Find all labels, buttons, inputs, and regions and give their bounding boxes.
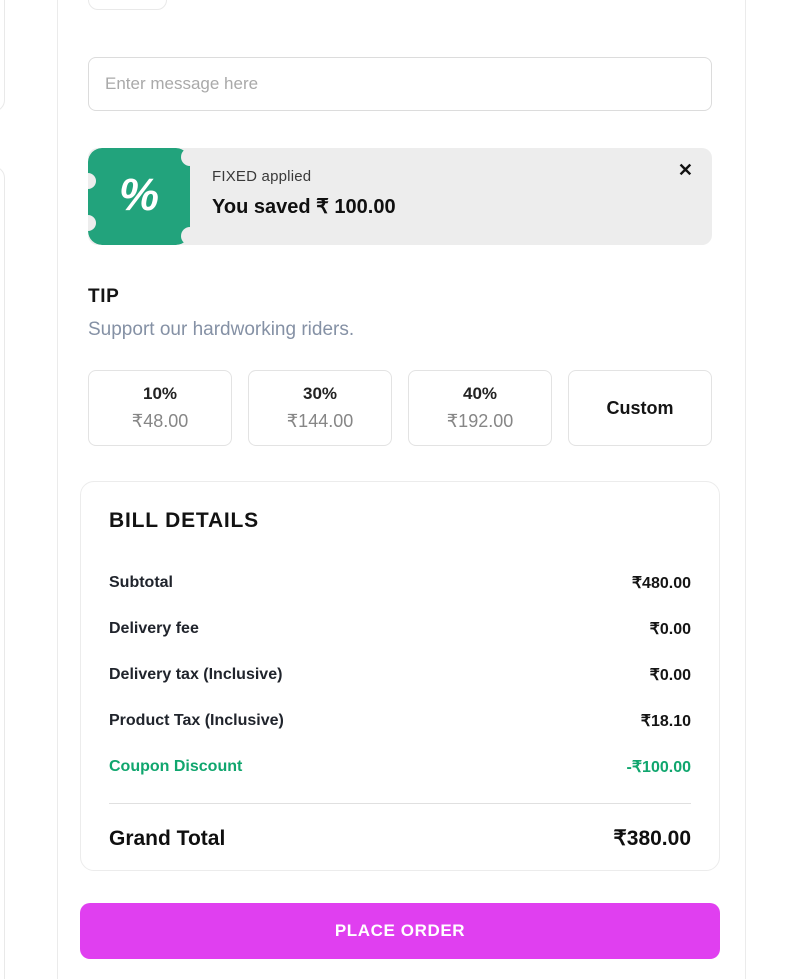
bill-rows [109,573,691,777]
bill-row-value: -₹100.00 [626,759,691,776]
coupon-ticket-icon [88,148,190,245]
bill-details-heading: BILL DETAILS [109,509,259,532]
bill-details-card [80,481,720,871]
background-card-edge [0,0,5,112]
bill-row-value: ₹18.10 [640,713,691,730]
background-card-edge [0,166,5,979]
coupon-savings-text: You saved ₹ 100.00 [212,196,396,218]
grand-total-label: Grand Total [109,826,226,850]
bill-row-subtotal [109,573,691,593]
coupon-title: FIXED applied [212,168,312,185]
bill-row-value: ₹480.00 [631,575,691,592]
coupon-text [212,168,396,219]
bill-row-label: Coupon Discount [109,758,243,775]
bill-divider [109,803,691,804]
tip-option-30[interactable] [248,370,392,446]
grand-total-value: ₹380.00 [613,827,691,850]
tip-percent: 40% [462,384,498,403]
bill-row-value: ₹0.00 [649,667,691,684]
bill-row-coupon-discount [109,757,691,777]
tip-option-custom[interactable] [568,370,712,446]
bill-row-value: ₹0.00 [649,621,691,638]
bill-row-product-tax [109,711,691,731]
cutoff-chip-button[interactable] [88,0,167,10]
tip-amount: ₹192.00 [446,411,514,431]
cart-content [80,0,720,979]
percent-icon: % [118,168,159,220]
grand-total-row [109,826,691,851]
close-icon[interactable]: ✕ [677,160,693,180]
tip-percent: 10% [142,384,178,403]
bill-row-label: Delivery fee [109,620,199,637]
place-order-button[interactable]: PLACE ORDER [80,903,720,959]
tip-percent: 30% [302,384,338,403]
bill-row-delivery-fee [109,619,691,639]
order-message-input[interactable] [88,57,712,111]
tip-option-10[interactable] [88,370,232,446]
tip-option-40[interactable] [408,370,552,446]
tip-options [88,370,712,446]
bill-row-label: Product Tax (Inclusive) [109,712,284,729]
bill-row-label: Subtotal [109,574,173,591]
tip-custom-label: Custom [606,397,674,418]
tip-subtitle: Support our hardworking riders. [88,319,355,340]
bill-row-label: Delivery tax (Inclusive) [109,666,283,683]
coupon-applied-banner [88,148,712,245]
tip-heading: TIP [88,286,120,307]
tip-amount: ₹48.00 [131,411,189,431]
panel-left-border [57,0,58,979]
bill-row-delivery-tax [109,665,691,685]
tip-amount: ₹144.00 [286,411,354,431]
panel-right-border [745,0,746,979]
